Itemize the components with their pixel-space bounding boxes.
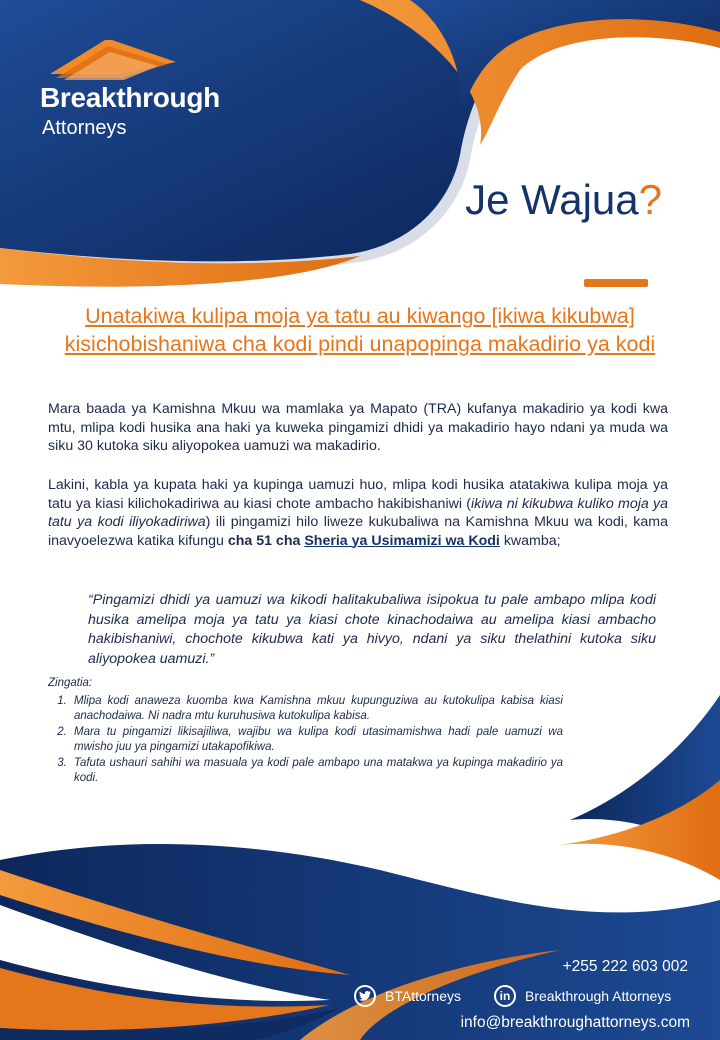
- twitter-bird-icon: [354, 985, 376, 1007]
- headline-question-mark: ?: [638, 176, 662, 223]
- paragraph-intro: Mara baada ya Kamishna Mkuu wa mamlaka ya Mapato (TRA) kufanya makadirio ya kodi kwa mtu, mlipa kodi husika ana haki ya kuweka pingamizi dhidi ya makadirio hayo ndani ya muda wa siku 30 kutoka siku aliyopokea uamuzi wa makadirio.: [48, 401, 668, 454]
- notes-list: [48, 694, 563, 787]
- note-item: 2. Mara tu pingamizi likisajiliwa, wajibu wa kulipa kodi utasimamishwa hadi pale uamuzi wa mwisho juu ya pingamizi utakapofikiwa.: [70, 725, 563, 756]
- subtitle: Unatakiwa kulipa moja ya tatu au kiwango [ikiwa kikubwa] kisichobishaniwa cha kodi pindi unapopinga makadirio ya kodi: [64, 304, 656, 356]
- brand-name-line1: Breakthrough: [40, 82, 220, 113]
- paragraph-requirement: [48, 476, 668, 550]
- notes-heading: Zingatia:: [48, 677, 93, 689]
- linkedin-link[interactable]: [494, 984, 671, 1008]
- linkedin-icon: in: [494, 985, 516, 1007]
- brand-logo: [38, 22, 248, 142]
- note-item: 3. Tafuta ushauri sahihi wa masuala ya kodi pale ambapo una matakwa ya kupinga makadirio ya kodi.: [70, 756, 563, 787]
- paragraph-part: ) ili pingamizi hilo liweze kukubaliwa na Kamishna Mkuu wa kodi, kama inavyoelezwa katika kifungu: [48, 514, 669, 549]
- law-quote: “Pingamizi dhidi ya uamuzi wa kikodi halitakubaliwa isipokua tu pale ambapo mlipa kodi husika amelipa moja ya tatu ya kiasi chote kinachodaiwa au amelipa kiasi ambacho hakibishaniwi, chochote kikubwa kati ya hivyo, ndani ya siku thelathini kutoka siku aliyopokea uamuzi.”: [88, 592, 656, 667]
- paragraph-italic: ikiwa ni kikubwa kuliko moja ya tatu ya kodi iliyokadiriwa: [48, 495, 668, 530]
- headline-text: Je Wajua: [465, 176, 639, 223]
- twitter-link[interactable]: [354, 984, 461, 1008]
- law-link[interactable]: Sheria ya Usimamizi wa Kodi: [304, 532, 500, 549]
- linkedin-name: Breakthrough Attorneys: [525, 988, 672, 1004]
- email-address[interactable]: info@breakthroughattorneys.com: [460, 1014, 690, 1031]
- note-item: 1. Mlipa kodi anaweza kuomba kwa Kamishna mkuu kupunguziwa au kutokulipa kabisa kiasi anachodaiwa. Ni nadra mtu kuruhusiwa kutokulipa kabisa.: [70, 694, 563, 725]
- phone-number[interactable]: +255 222 603 002: [562, 958, 688, 975]
- section-reference: cha 51 cha: [227, 532, 301, 549]
- paragraph-part: kwamba;: [499, 532, 561, 549]
- brand-name-line2: Attorneys: [42, 117, 127, 139]
- headline: [465, 176, 662, 224]
- notes-section: [48, 676, 563, 787]
- paragraph-part: Lakini, kabla ya kupata haki ya kupinga uamuzi huo, mlipa kodi husika atatakiwa kulipa moja ya tatu ya kiasi kilichokadiriwa au kiasi chote ambacho hakibishaniwi (: [48, 477, 668, 512]
- twitter-handle: BTAttorneys: [385, 988, 461, 1004]
